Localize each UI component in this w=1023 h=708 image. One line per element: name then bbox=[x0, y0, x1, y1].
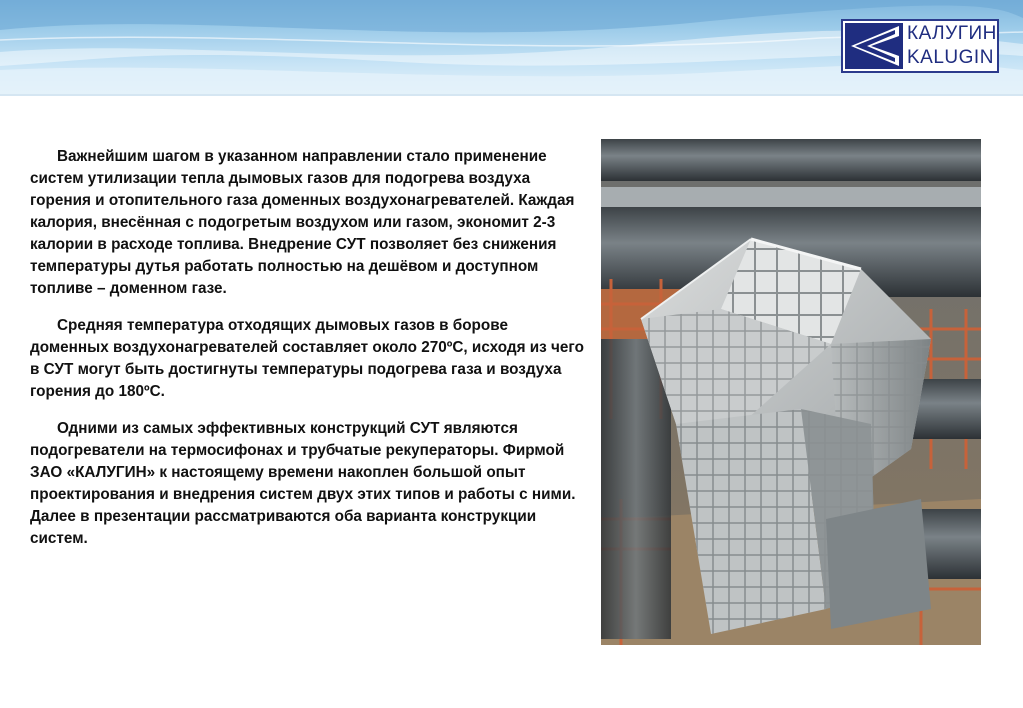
logo-text-latin: KALUGIN bbox=[907, 47, 994, 68]
company-logo bbox=[841, 19, 999, 73]
body-text bbox=[30, 146, 585, 565]
header-divider bbox=[0, 94, 1023, 96]
heat-exchanger-photo bbox=[601, 139, 981, 645]
paragraph-3: Одними из самых эффективных конструкций СУТ являются подогреватели на термосифонах и трубчатые рекуператоры. Фирмой ЗАО «КАЛУГИН» к настоящему времени накоплен большой опыт проектирования и внедрения систем двух этих типов и работы с ними. Далее в презентации рассматриваются оба варианта конструкции систем. bbox=[30, 420, 576, 547]
logo-text-cyrillic: КАЛУГИН bbox=[907, 23, 997, 44]
paragraph-1: Важнейшим шагом в указанном направлении стало применение систем утилизации тепла дымовых газов для подогрева воздуха горения и отопительного газа доменных воздухонагревателей. Каждая калория, внесённая с подогретым воздухом или газом, экономит 2-3 калории в расходе топлива. Внедрение СУТ позволяет без снижения температуры дутья работать полностью на дешёвом и доступном топливе – доменном газе. bbox=[30, 148, 575, 297]
paragraph-2: Средняя температура отходящих дымовых газов в борове доменных воздухонагревателей составляет около 270ºС, исходя из чего в СУТ могут быть достигнуты температуры подогрева газа и воздуха горения до 180ºС. bbox=[30, 317, 584, 400]
logo-k-mark-icon bbox=[845, 23, 903, 69]
